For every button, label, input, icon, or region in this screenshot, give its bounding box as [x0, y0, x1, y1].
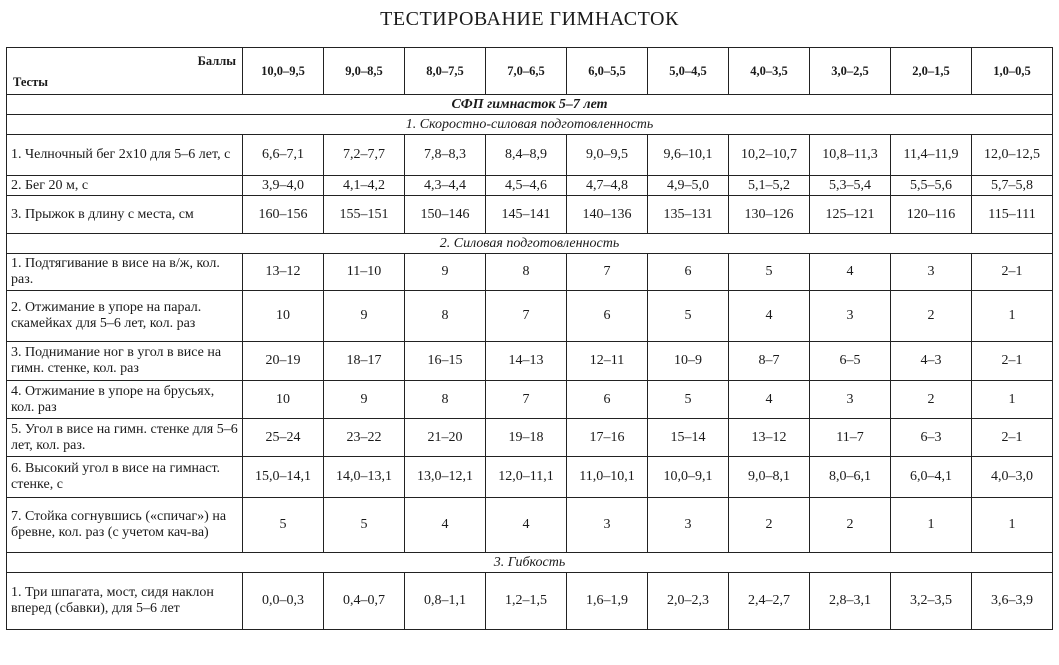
- score-value-cell: 4–3: [891, 342, 972, 381]
- score-value-cell: 10,8–11,3: [810, 135, 891, 176]
- score-header: 4,0–3,5: [729, 48, 810, 95]
- score-value-cell: 5,7–5,8: [972, 176, 1053, 196]
- score-header: 5,0–4,5: [648, 48, 729, 95]
- score-value-cell: 14–13: [486, 342, 567, 381]
- tests-header-label: Тесты: [13, 75, 49, 89]
- score-value-cell: 0,4–0,7: [324, 573, 405, 630]
- score-value-cell: 12–11: [567, 342, 648, 381]
- score-value-cell: 2: [810, 498, 891, 553]
- score-value-cell: 5: [648, 381, 729, 419]
- score-value-cell: 4,5–4,6: [486, 176, 567, 196]
- score-value-cell: 7,2–7,7: [324, 135, 405, 176]
- score-value-cell: 115–111: [972, 196, 1053, 234]
- score-value-cell: 16–15: [405, 342, 486, 381]
- score-value-cell: 8: [405, 381, 486, 419]
- score-value-cell: 8: [486, 254, 567, 291]
- score-value-cell: 6–5: [810, 342, 891, 381]
- table-row: [7, 419, 1053, 457]
- score-value-cell: 4: [729, 291, 810, 342]
- score-value-cell: 23–22: [324, 419, 405, 457]
- score-value-cell: 8: [405, 291, 486, 342]
- score-value-cell: 5,3–5,4: [810, 176, 891, 196]
- score-value-cell: 9: [405, 254, 486, 291]
- score-value-cell: 12,0–11,1: [486, 457, 567, 498]
- score-value-cell: 5: [324, 498, 405, 553]
- score-value-cell: 4: [810, 254, 891, 291]
- test-name-cell: 6. Высокий угол в висе на гимнаст. стенке, с: [7, 457, 243, 498]
- score-value-cell: 3: [810, 381, 891, 419]
- balls-header-label: Баллы: [197, 54, 236, 68]
- group-title: 2. Силовая подготовленность: [7, 234, 1053, 254]
- score-value-cell: 140–136: [567, 196, 648, 234]
- table-row: [7, 457, 1053, 498]
- score-value-cell: 2,0–2,3: [648, 573, 729, 630]
- page-title: ТЕСТИРОВАНИЕ ГИМНАСТОК: [380, 8, 679, 30]
- score-value-cell: 6,0–4,1: [891, 457, 972, 498]
- score-value-cell: 7,8–8,3: [405, 135, 486, 176]
- score-value-cell: 120–116: [891, 196, 972, 234]
- test-name-cell: 3. Поднимание ног в угол в висе на гимн. стенке, кол. раз: [7, 342, 243, 381]
- header-row: [7, 48, 1053, 95]
- score-value-cell: 4: [405, 498, 486, 553]
- corner-header-cell: [7, 48, 243, 95]
- score-header: 9,0–8,5: [324, 48, 405, 95]
- score-value-cell: 13,0–12,1: [405, 457, 486, 498]
- score-value-cell: 2–1: [972, 342, 1053, 381]
- test-name-cell: 2. Отжимание в упоре на парал. скамейках для 5–6 лет, кол. раз: [7, 291, 243, 342]
- section-title-row: [7, 95, 1053, 115]
- group-title: 1. Скоростно-силовая подготовленность: [7, 115, 1053, 135]
- test-name-cell: 7. Стойка согнувшись («спичаг») на бревне, кол. раз (с учетом кач-ва): [7, 498, 243, 553]
- test-name-cell: 1. Челночный бег 2х10 для 5–6 лет, с: [7, 135, 243, 176]
- gymnast-testing-table: [6, 47, 1053, 630]
- score-value-cell: 10,2–10,7: [729, 135, 810, 176]
- score-value-cell: 15–14: [648, 419, 729, 457]
- score-value-cell: 145–141: [486, 196, 567, 234]
- score-value-cell: 5,1–5,2: [729, 176, 810, 196]
- score-value-cell: 10,0–9,1: [648, 457, 729, 498]
- group-title: 3. Гибкость: [7, 553, 1053, 573]
- score-value-cell: 1: [972, 291, 1053, 342]
- score-value-cell: 21–20: [405, 419, 486, 457]
- group-title-row: [7, 115, 1053, 135]
- table-row: [7, 342, 1053, 381]
- score-value-cell: 10: [243, 381, 324, 419]
- score-value-cell: 4: [729, 381, 810, 419]
- score-value-cell: 8,0–6,1: [810, 457, 891, 498]
- score-value-cell: 7: [567, 254, 648, 291]
- score-value-cell: 14,0–13,1: [324, 457, 405, 498]
- score-value-cell: 9,0–9,5: [567, 135, 648, 176]
- score-value-cell: 9: [324, 381, 405, 419]
- table-row: [7, 135, 1053, 176]
- score-value-cell: 7: [486, 291, 567, 342]
- score-value-cell: 6–3: [891, 419, 972, 457]
- score-value-cell: 17–16: [567, 419, 648, 457]
- table-row: [7, 573, 1053, 630]
- score-value-cell: 2–1: [972, 419, 1053, 457]
- score-value-cell: 1: [972, 381, 1053, 419]
- score-value-cell: 155–151: [324, 196, 405, 234]
- score-value-cell: 11,0–10,1: [567, 457, 648, 498]
- score-header: 2,0–1,5: [891, 48, 972, 95]
- score-value-cell: 5,5–5,6: [891, 176, 972, 196]
- score-value-cell: 20–19: [243, 342, 324, 381]
- score-value-cell: 11–10: [324, 254, 405, 291]
- score-header: 8,0–7,5: [405, 48, 486, 95]
- score-value-cell: 3,6–3,9: [972, 573, 1053, 630]
- score-value-cell: 160–156: [243, 196, 324, 234]
- score-value-cell: 0,0–0,3: [243, 573, 324, 630]
- table-row: [7, 291, 1053, 342]
- score-header: 6,0–5,5: [567, 48, 648, 95]
- score-value-cell: 19–18: [486, 419, 567, 457]
- score-value-cell: 8–7: [729, 342, 810, 381]
- score-value-cell: 11–7: [810, 419, 891, 457]
- score-value-cell: 2,4–2,7: [729, 573, 810, 630]
- test-name-cell: 1. Подтягивание в висе на в/ж, кол. раз.: [7, 254, 243, 291]
- score-value-cell: 3: [891, 254, 972, 291]
- score-value-cell: 4,1–4,2: [324, 176, 405, 196]
- score-value-cell: 2,8–3,1: [810, 573, 891, 630]
- group-title-row: [7, 553, 1053, 573]
- score-value-cell: 9: [324, 291, 405, 342]
- test-name-cell: 3. Прыжок в длину с места, см: [7, 196, 243, 234]
- score-value-cell: 1,2–1,5: [486, 573, 567, 630]
- score-header: 1,0–0,5: [972, 48, 1053, 95]
- score-value-cell: 4,3–4,4: [405, 176, 486, 196]
- table-row: [7, 381, 1053, 419]
- score-value-cell: 130–126: [729, 196, 810, 234]
- score-value-cell: 1: [972, 498, 1053, 553]
- test-name-cell: 1. Три шпагата, мост, сидя наклон вперед (сбавки), для 5–6 лет: [7, 573, 243, 630]
- score-value-cell: 2: [891, 381, 972, 419]
- test-name-cell: 4. Отжимание в упоре на брусьях, кол. раз: [7, 381, 243, 419]
- score-value-cell: 12,0–12,5: [972, 135, 1053, 176]
- score-value-cell: 125–121: [810, 196, 891, 234]
- group-title-row: [7, 234, 1053, 254]
- score-value-cell: 2: [891, 291, 972, 342]
- table-row: [7, 176, 1053, 196]
- score-value-cell: 9,0–8,1: [729, 457, 810, 498]
- table-row: [7, 498, 1053, 553]
- score-value-cell: 10–9: [648, 342, 729, 381]
- score-value-cell: 0,8–1,1: [405, 573, 486, 630]
- score-value-cell: 3: [567, 498, 648, 553]
- score-header: 10,0–9,5: [243, 48, 324, 95]
- score-value-cell: 25–24: [243, 419, 324, 457]
- score-value-cell: 9,6–10,1: [648, 135, 729, 176]
- score-value-cell: 6: [567, 381, 648, 419]
- score-value-cell: 5: [729, 254, 810, 291]
- score-value-cell: 1,6–1,9: [567, 573, 648, 630]
- score-header: 3,0–2,5: [810, 48, 891, 95]
- score-value-cell: 6: [648, 254, 729, 291]
- score-value-cell: 3,9–4,0: [243, 176, 324, 196]
- test-name-cell: 5. Угол в висе на гимн. стенке для 5–6 лет, кол. раз.: [7, 419, 243, 457]
- table-row: [7, 196, 1053, 234]
- score-header: 7,0–6,5: [486, 48, 567, 95]
- score-value-cell: 6,6–7,1: [243, 135, 324, 176]
- score-value-cell: 13–12: [243, 254, 324, 291]
- score-value-cell: 150–146: [405, 196, 486, 234]
- table-row: [7, 254, 1053, 291]
- score-value-cell: 4,9–5,0: [648, 176, 729, 196]
- score-value-cell: 3: [648, 498, 729, 553]
- score-value-cell: 7: [486, 381, 567, 419]
- score-value-cell: 4,0–3,0: [972, 457, 1053, 498]
- score-value-cell: 11,4–11,9: [891, 135, 972, 176]
- score-value-cell: 13–12: [729, 419, 810, 457]
- score-value-cell: 4: [486, 498, 567, 553]
- score-value-cell: 2–1: [972, 254, 1053, 291]
- score-value-cell: 3: [810, 291, 891, 342]
- score-value-cell: 18–17: [324, 342, 405, 381]
- score-value-cell: 6: [567, 291, 648, 342]
- score-value-cell: 1: [891, 498, 972, 553]
- score-value-cell: 8,4–8,9: [486, 135, 567, 176]
- section-title: СФП гимнасток 5–7 лет: [7, 95, 1053, 115]
- score-value-cell: 135–131: [648, 196, 729, 234]
- score-value-cell: 15,0–14,1: [243, 457, 324, 498]
- score-value-cell: 4,7–4,8: [567, 176, 648, 196]
- test-name-cell: 2. Бег 20 м, с: [7, 176, 243, 196]
- score-value-cell: 5: [648, 291, 729, 342]
- score-value-cell: 10: [243, 291, 324, 342]
- score-value-cell: 3,2–3,5: [891, 573, 972, 630]
- score-value-cell: 2: [729, 498, 810, 553]
- score-value-cell: 5: [243, 498, 324, 553]
